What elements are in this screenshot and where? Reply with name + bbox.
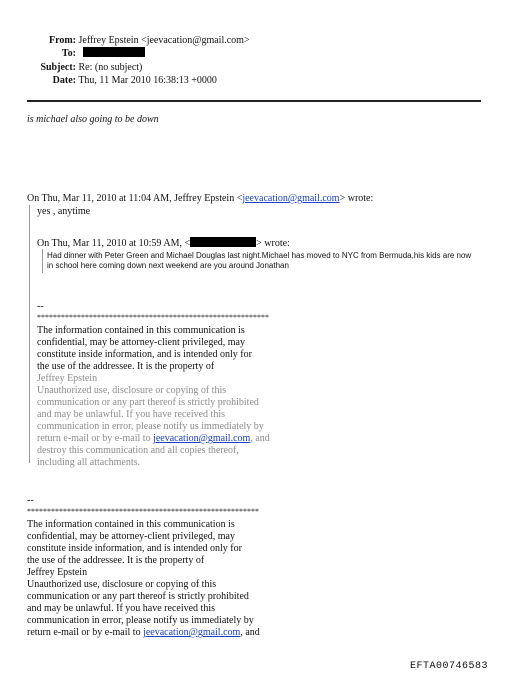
disclaimer1-line: confidential, may be attorney-client privileged, may: [37, 337, 245, 348]
document-id: EFTA00746583: [410, 661, 489, 672]
disclaimer1-return-suffix: , and: [250, 433, 270, 444]
disclaimer1-line: communication or any part thereof is strictly prohibited: [37, 397, 259, 408]
disclaimer1-line: including all attachments.: [37, 457, 141, 468]
disclaimer2-stars: **********************************************************: [27, 507, 259, 516]
disclaimer1-dashes: --: [37, 301, 44, 312]
disclaimer2-line: confidential, may be attorney-client privileged, may: [27, 531, 235, 542]
quote2-line2: in school here coming down next weekend are you around Jonathan: [47, 261, 289, 270]
disclaimer2-email-link[interactable]: jeevacation@gmail.com: [143, 627, 241, 638]
date-row: [40, 74, 217, 87]
from-row: [40, 34, 250, 47]
to-row: [40, 47, 145, 60]
subject-label: Subject:: [40, 62, 76, 73]
redaction-box: [190, 237, 256, 247]
disclaimer1-stars: **********************************************************: [37, 313, 269, 322]
disclaimer1-return-prefix: return e-mail or by e-mail to: [37, 433, 154, 444]
disclaimer1-line: communication in error, please notify us immediately by: [37, 421, 264, 432]
quote2-intro: [37, 237, 290, 250]
disclaimer1-email-link[interactable]: jeevacation@gmail.com: [153, 433, 251, 444]
subject-value: Re: (no subject): [78, 62, 143, 73]
from-value: Jeffrey Epstein <jeevacation@gmail.com>: [78, 35, 250, 46]
disclaimer1-line: Jeffrey Epstein: [37, 373, 98, 384]
from-label: From:: [48, 35, 76, 46]
to-label: To:: [61, 48, 76, 59]
quote2-intro-prefix: On Thu, Mar 11, 2010 at 10:59 AM, <: [37, 238, 191, 249]
quote1-bar: [29, 205, 30, 463]
quote2-bar: [42, 249, 43, 273]
disclaimer2-line: and may be unlawful. If you have received this: [27, 603, 215, 614]
quote2-intro-suffix: > wrote:: [256, 238, 290, 249]
disclaimer1-line: destroy this communication and all copies thereof,: [37, 445, 239, 456]
disclaimer1-line: The information contained in this communication is: [37, 325, 245, 336]
date-label: Date:: [52, 75, 76, 86]
date-value: Thu, 11 Mar 2010 16:38:13 +0000: [78, 75, 217, 86]
quote1-intro-prefix: On Thu, Mar 11, 2010 at 11:04 AM, Jeffrey Epstein <: [27, 193, 243, 204]
disclaimer2-return-prefix: return e-mail or by e-mail to: [27, 627, 144, 638]
disclaimer2-line: constitute inside information, and is intended only for: [27, 543, 242, 554]
disclaimer1-line: the use of the addressee. It is the property of: [37, 361, 215, 372]
disclaimer2-dashes: --: [27, 495, 34, 506]
header-divider: [27, 100, 481, 102]
reply-text: is michael also going to be down: [27, 114, 159, 125]
disclaimer1-return-line: [37, 433, 270, 445]
subject-row: [40, 61, 142, 74]
disclaimer2-line: the use of the addressee. It is the property of: [27, 555, 205, 566]
disclaimer1-body: [37, 325, 270, 469]
quote1-intro-suffix: > wrote:: [339, 193, 374, 204]
disclaimer1-line: Unauthorized use, disclosure or copying of this: [37, 385, 227, 396]
disclaimer2-body: [27, 519, 260, 639]
disclaimer2-line: Jeffrey Epstein: [27, 567, 88, 578]
disclaimer2-line: The information contained in this communication is: [27, 519, 235, 530]
quote1-text: yes , anytime: [37, 206, 91, 217]
disclaimer2-return-suffix: , and: [240, 627, 260, 638]
quote2-line1: Had dinner with Peter Green and Michael Douglas last night.Michael has moved to NYC from Bermuda,his kids are now: [47, 251, 472, 260]
disclaimer2-line: communication in error, please notify us immediately by: [27, 615, 254, 626]
quote1-email-link[interactable]: jeevacation@gmail.com: [242, 193, 340, 204]
disclaimer1-line: constitute inside information, and is intended only for: [37, 349, 252, 360]
disclaimer2-line: communication or any part thereof is strictly prohibited: [27, 591, 249, 602]
disclaimer1-line: and may be unlawful. If you have received this: [37, 409, 225, 420]
quote1-intro: [27, 193, 373, 205]
redaction-box: [83, 47, 145, 57]
disclaimer2-line: Unauthorized use, disclosure or copying of this: [27, 579, 217, 590]
disclaimer2-return-line: [27, 627, 260, 639]
